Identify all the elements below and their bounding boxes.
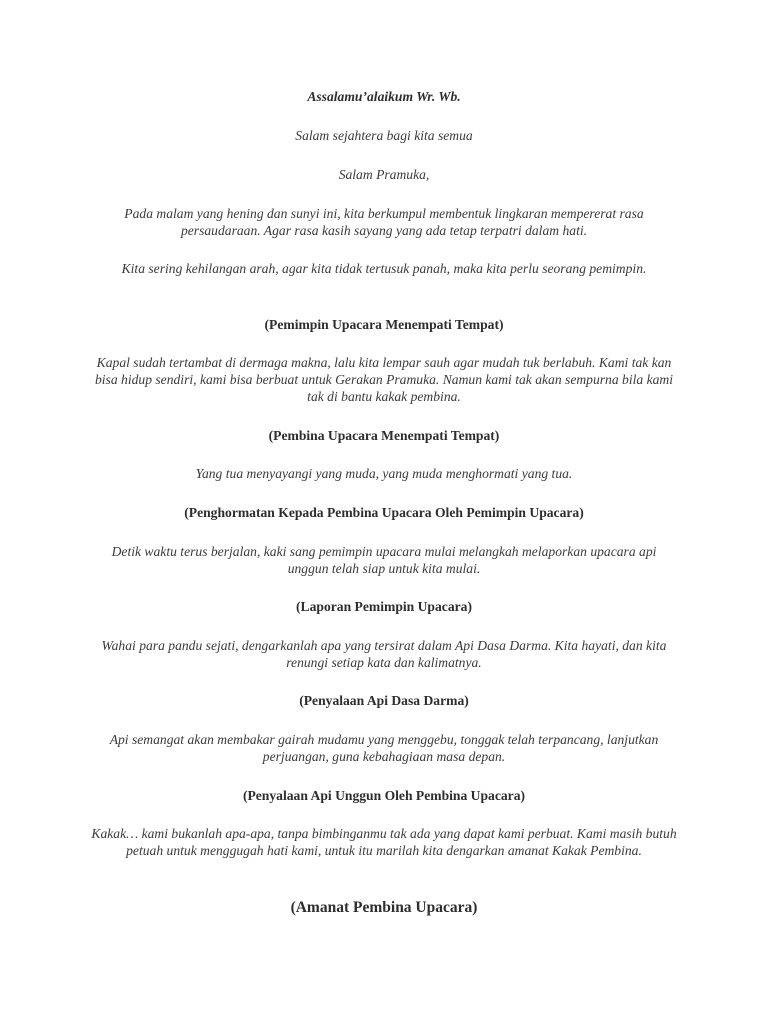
narration-paragraph: Kita sering kehilangan arah, agar kita tidak tertusuk panah, maka kita perlu seorang pemimpin. [121,261,647,276]
stage-direction-final: (Amanat Pembina Upacara) [290,899,478,916]
narration-paragraph: Yang tua menyayangi yang muda, yang muda menghormati yang tua. [195,466,573,481]
greeting-heading: Assalamu’alaikum Wr. Wb. [307,89,461,104]
stage-direction: (Laporan Pemimpin Upacara) [296,599,472,614]
narration-paragraph: Detik waktu terus berjalan, kaki sang pemimpin upacara mulai melangkah melaporkan upacara api unggun telah siap untuk kita mulai. [111,544,657,576]
greeting-line: Salam Pramuka, [338,167,430,182]
narration-paragraph: Pada malam yang hening dan sunyi ini, kita berkumpul membentuk lingkaran mempererat rasa persaudaraan. Agar rasa kasih sayang yang ada tetap terpatri dalam hati. [124,206,644,238]
narration-paragraph: Wahai para pandu sejati, dengarkanlah apa yang tersirat dalam Api Dasa Darma. Kita hayati, dan kita renungi setiap kata dan kalimatnya. [101,638,667,670]
narration-paragraph: Api semangat akan membakar gairah mudamu yang menggebu, tonggak telah terpancang, lanjutkan perjuangan, guna kebahagiaan masa depan. [109,732,659,764]
stage-direction: (Penghormatan Kepada Pembina Upacara Oleh Pemimpin Upacara) [184,505,584,520]
stage-direction: (Pemimpin Upacara Menempati Tempat) [264,317,504,332]
greeting-line: Salam sejahtera bagi kita semua [295,128,473,143]
stage-direction: (Pembina Upacara Menempati Tempat) [268,428,500,443]
stage-direction: (Penyalaan Api Unggun Oleh Pembina Upacara) [242,788,526,803]
narration-paragraph: Kakak… kami bukanlah apa-apa, tanpa bimbinganmu tak ada yang dapat kami perbuat. Kami masih butuh petuah untuk menggugah hati kami, untuk itu marilah kita dengarkan amanat Kakak Pembina. [91,826,677,858]
stage-direction: (Penyalaan Api Dasa Darma) [299,693,469,708]
narration-paragraph: Kapal sudah tertambat di dermaga makna, lalu kita lempar sauh agar mudah tuk berlabuh. Kami tak kan bisa hidup sendiri, kami bisa berbuat untuk Gerakan Pramuka. Namun kami tak akan sempurna bila kami tak di bantu kakak pembina. [94,355,674,404]
